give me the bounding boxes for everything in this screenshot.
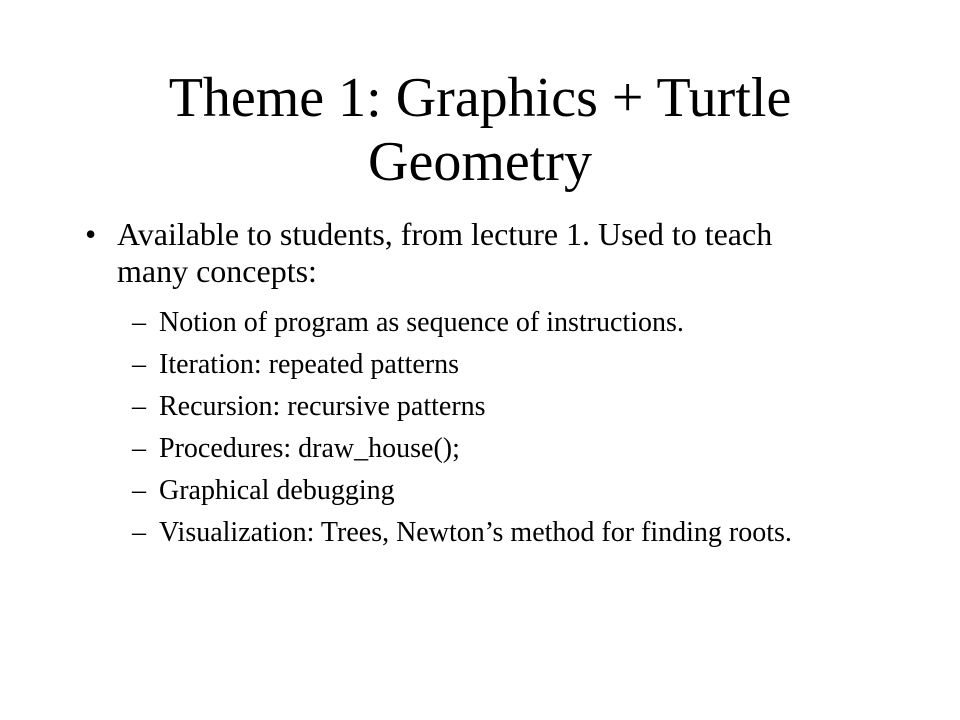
sub-item-text: Graphical debugging — [159, 475, 395, 506]
dash-marker: – — [132, 307, 146, 338]
main-bullet — [85, 216, 825, 290]
sub-item — [132, 391, 822, 422]
dash-marker: – — [132, 517, 146, 548]
title-line-2: Geometry — [368, 131, 592, 193]
sub-item — [132, 307, 822, 338]
dash-marker: – — [132, 349, 146, 380]
sub-item-text: Recursion: recursive patterns — [159, 391, 486, 422]
sub-item-text: Visualization: Trees, Newton’s method for finding roots. — [159, 517, 792, 548]
sub-item — [132, 517, 822, 548]
slide-title — [0, 66, 960, 194]
dash-marker: – — [132, 475, 146, 506]
sub-item — [132, 349, 822, 380]
sub-item — [132, 475, 822, 506]
sub-item-text: Notion of program as sequence of instructions. — [159, 307, 684, 338]
sub-item — [132, 433, 822, 464]
dash-marker: – — [132, 391, 146, 422]
sub-item-text: Iteration: repeated patterns — [159, 349, 460, 380]
bullet-marker: • — [85, 216, 97, 252]
sub-item-text: Procedures: draw_house(); — [159, 433, 460, 464]
title-line-1: Theme 1: Graphics + Turtle — [168, 67, 792, 129]
dash-marker: – — [132, 433, 146, 464]
main-bullet-text: Available to students, from lecture 1. Used to teach many concepts: — [117, 216, 773, 289]
